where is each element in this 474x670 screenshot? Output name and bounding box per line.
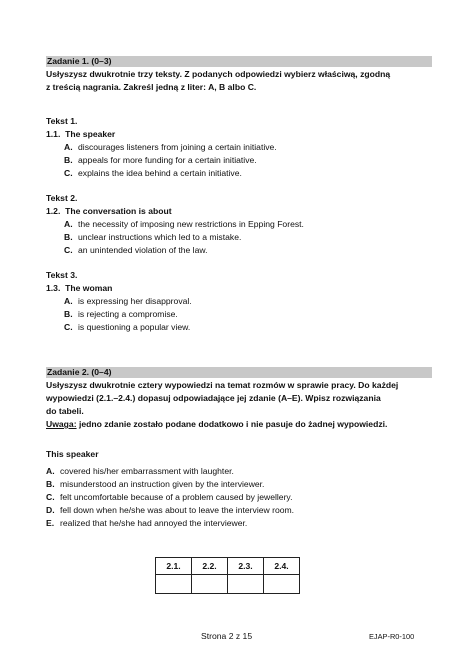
task2-header: Zadanie 2. (0–4) [46, 367, 432, 378]
option-1-3-c[interactable] [64, 321, 190, 333]
option-1-3-b[interactable] [64, 308, 178, 320]
option-text: appeals for more funding for a certain initiative. [78, 155, 257, 165]
task2-instruction-line1: Usłyszysz dwukrotnie cztery wypowiedzi na temat rozmów w sprawie pracy. Do każdej [46, 380, 399, 390]
task2-stem: This speaker [46, 449, 99, 459]
option-letter: A. [64, 142, 73, 152]
option-2-c [46, 491, 292, 503]
option-1-2-a[interactable] [64, 218, 304, 230]
option-letter: A. [64, 296, 73, 306]
option-2-a [46, 465, 234, 477]
answer-table-header-row [156, 558, 300, 575]
option-letter: C. [64, 168, 73, 178]
option-1-1-b[interactable] [64, 154, 257, 166]
answer-header-2-2: 2.2. [192, 558, 228, 575]
option-letter: B. [64, 309, 73, 319]
question-1-2-number: 1.2. [46, 206, 61, 216]
task1-instruction [46, 68, 432, 94]
option-1-2-b[interactable] [64, 231, 241, 243]
option-letter: B. [64, 232, 73, 242]
option-letter: B. [46, 479, 55, 489]
task1-header: Zadanie 1. (0–3) [46, 56, 432, 67]
answer-cell-2-1[interactable] [156, 575, 192, 594]
answer-cell-2-4[interactable] [264, 575, 300, 594]
option-letter: C. [46, 492, 55, 502]
page-number: Strona 2 z 15 [201, 631, 253, 641]
task1-instruction-line2: z treścią nagrania. Zakreśl jedną z liter: A, B albo C. [46, 82, 257, 92]
task1-instruction-line1: Usłyszysz dwukrotnie trzy teksty. Z podanych odpowiedzi wybierz właściwą, zgodną [46, 69, 391, 79]
question-1-2-text: The conversation is about [65, 206, 172, 216]
option-1-2-c[interactable] [64, 244, 207, 256]
question-1-3-text: The woman [65, 283, 113, 293]
task2-note [46, 418, 432, 431]
option-letter: E. [46, 518, 55, 528]
question-1-1-text: The speaker [65, 129, 116, 139]
option-text: unclear instructions which led to a mistake. [78, 232, 242, 242]
option-letter: C. [64, 245, 73, 255]
question-1-3 [46, 282, 112, 294]
option-text: explains the idea behind a certain initiative. [78, 168, 242, 178]
answer-table-input-row [156, 575, 300, 594]
option-letter: A. [46, 466, 55, 476]
option-text: is questioning a popular view. [78, 322, 191, 332]
option-1-1-a[interactable] [64, 141, 277, 153]
option-text: is expressing her disapproval. [78, 296, 192, 306]
text2-label: Tekst 2. [46, 193, 78, 203]
option-2-d [46, 504, 294, 516]
option-text: is rejecting a compromise. [78, 309, 178, 319]
question-1-1 [46, 128, 115, 140]
option-2-e [46, 517, 247, 529]
answer-table [155, 557, 300, 594]
note-text: jedno zdanie zostało podane dodatkowo i nie pasuje do żadnej wypowiedzi. [76, 419, 388, 429]
text1-label: Tekst 1. [46, 116, 78, 126]
option-text: misunderstood an instruction given by the interviewer. [60, 479, 265, 489]
task2-instruction [46, 379, 432, 431]
option-text: an unintended violation of the law. [78, 245, 208, 255]
option-letter: B. [64, 155, 73, 165]
task2-instruction-line2: wypowiedzi (2.1.–2.4.) dopasuj odpowiadające jej zdanie (A–E). Wpisz rozwiązania [46, 393, 381, 403]
option-text: covered his/her embarrassment with laughter. [60, 466, 234, 476]
answer-header-2-3: 2.3. [228, 558, 264, 575]
answer-header-2-4: 2.4. [264, 558, 300, 575]
option-letter: D. [46, 505, 55, 515]
option-2-b [46, 478, 264, 490]
option-letter: A. [64, 219, 73, 229]
option-1-1-c[interactable] [64, 167, 242, 179]
question-1-1-number: 1.1. [46, 129, 61, 139]
exam-code: EJAP-R0-100 [369, 632, 415, 641]
answer-cell-2-2[interactable] [192, 575, 228, 594]
answer-cell-2-3[interactable] [228, 575, 264, 594]
option-text: fell down when he/she was about to leave the interview room. [60, 505, 295, 515]
task2-instruction-line3: do tabeli. [46, 406, 84, 416]
note-label: Uwaga: [46, 419, 77, 429]
option-text: the necessity of imposing new restrictions in Epping Forest. [78, 219, 304, 229]
option-text: felt uncomfortable because of a problem caused by jewellery. [60, 492, 293, 502]
option-letter: C. [64, 322, 73, 332]
option-text: discourages listeners from joining a certain initiative. [78, 142, 277, 152]
answer-header-2-1: 2.1. [156, 558, 192, 575]
text3-label: Tekst 3. [46, 270, 78, 280]
question-1-3-number: 1.3. [46, 283, 61, 293]
question-1-2 [46, 205, 172, 217]
option-text: realized that he/she had annoyed the interviewer. [60, 518, 248, 528]
option-1-3-a[interactable] [64, 295, 192, 307]
